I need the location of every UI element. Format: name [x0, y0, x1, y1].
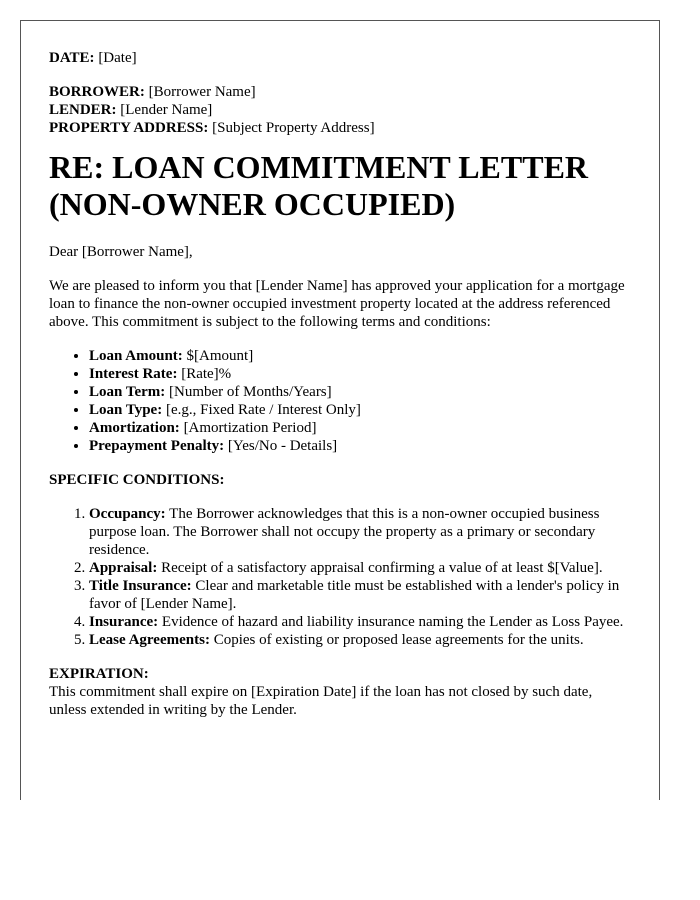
term-label: Interest Rate:	[89, 366, 178, 382]
term-label: Loan Amount:	[89, 348, 183, 364]
term-value: $[Amount]	[186, 348, 254, 364]
term-label: Amortization:	[89, 420, 180, 436]
loan-terms-list	[49, 347, 631, 455]
term-value: [Yes/No - Details]	[227, 438, 338, 454]
condition-lease-agreements	[89, 631, 631, 649]
term-value: [Number of Months/Years]	[169, 384, 332, 400]
expiration-heading: EXPIRATION:	[49, 666, 149, 682]
condition-label: Insurance:	[89, 614, 159, 630]
property-address-label: PROPERTY ADDRESS:	[49, 120, 209, 136]
letter-title-line2: (NON-OWNER OCCUPIED)	[49, 186, 456, 222]
lender-line	[49, 101, 631, 119]
condition-label: Appraisal:	[89, 560, 158, 576]
lender-value: [Lender Name]	[120, 102, 213, 118]
condition-label: Lease Agreements:	[89, 632, 210, 648]
condition-insurance	[89, 613, 631, 631]
expiration-text: This commitment shall expire on [Expiration Date] if the loan has not closed by such date, unless extended in writing by the Lender.	[49, 684, 593, 718]
term-label: Loan Type:	[89, 402, 163, 418]
borrower-label: BORROWER:	[49, 84, 145, 100]
parties-block	[49, 83, 631, 137]
condition-text: The Borrower acknowledges that this is a non-owner occupied business purpose loan. The Borrower shall not occupy the property as a primary or secondary residence.	[89, 506, 600, 558]
letter-title-line1: RE: LOAN COMMITMENT LETTER	[49, 149, 589, 185]
lender-label: LENDER:	[49, 102, 117, 118]
date-value: [Date]	[98, 50, 137, 66]
condition-title-insurance	[89, 577, 631, 613]
term-value: [Rate]%	[181, 366, 232, 382]
condition-text: Copies of existing or proposed lease agreements for the units.	[213, 632, 584, 648]
condition-label: Occupancy:	[89, 506, 166, 522]
term-amortization	[89, 419, 631, 437]
term-loan-type	[89, 401, 631, 419]
condition-text: Clear and marketable title must be established with a lender's policy in favor of [Lender Name].	[89, 578, 620, 612]
term-label: Prepayment Penalty:	[89, 438, 225, 454]
salutation: Dear [Borrower Name],	[49, 244, 193, 260]
term-value: [e.g., Fixed Rate / Interest Only]	[165, 402, 361, 418]
term-label: Loan Term:	[89, 384, 166, 400]
term-loan-term	[89, 383, 631, 401]
intro-paragraph: We are pleased to inform you that [Lender Name] has approved your application for a mortgage loan to finance the non-owner occupied investment property located at the address referenced above. This commitment is subject to the following terms and conditions:	[49, 278, 625, 330]
specific-conditions-heading: SPECIFIC CONDITIONS:	[49, 472, 225, 488]
condition-occupancy	[89, 505, 631, 559]
borrower-line	[49, 83, 631, 101]
property-address-value: [Subject Property Address]	[212, 120, 375, 136]
term-loan-amount	[89, 347, 631, 365]
letter-document	[20, 20, 660, 800]
property-address-line	[49, 119, 631, 137]
term-prepayment-penalty	[89, 437, 631, 455]
condition-label: Title Insurance:	[89, 578, 192, 594]
condition-text: Evidence of hazard and liability insurance naming the Lender as Loss Payee.	[161, 614, 624, 630]
borrower-value: [Borrower Name]	[148, 84, 256, 100]
condition-text: Receipt of a satisfactory appraisal confirming a value of at least $[Value].	[161, 560, 603, 576]
condition-appraisal	[89, 559, 631, 577]
date-line	[49, 49, 631, 67]
date-label: DATE:	[49, 50, 95, 66]
term-interest-rate	[89, 365, 631, 383]
specific-conditions-list	[49, 505, 631, 649]
letter-title	[49, 149, 631, 223]
term-value: [Amortization Period]	[183, 420, 317, 436]
